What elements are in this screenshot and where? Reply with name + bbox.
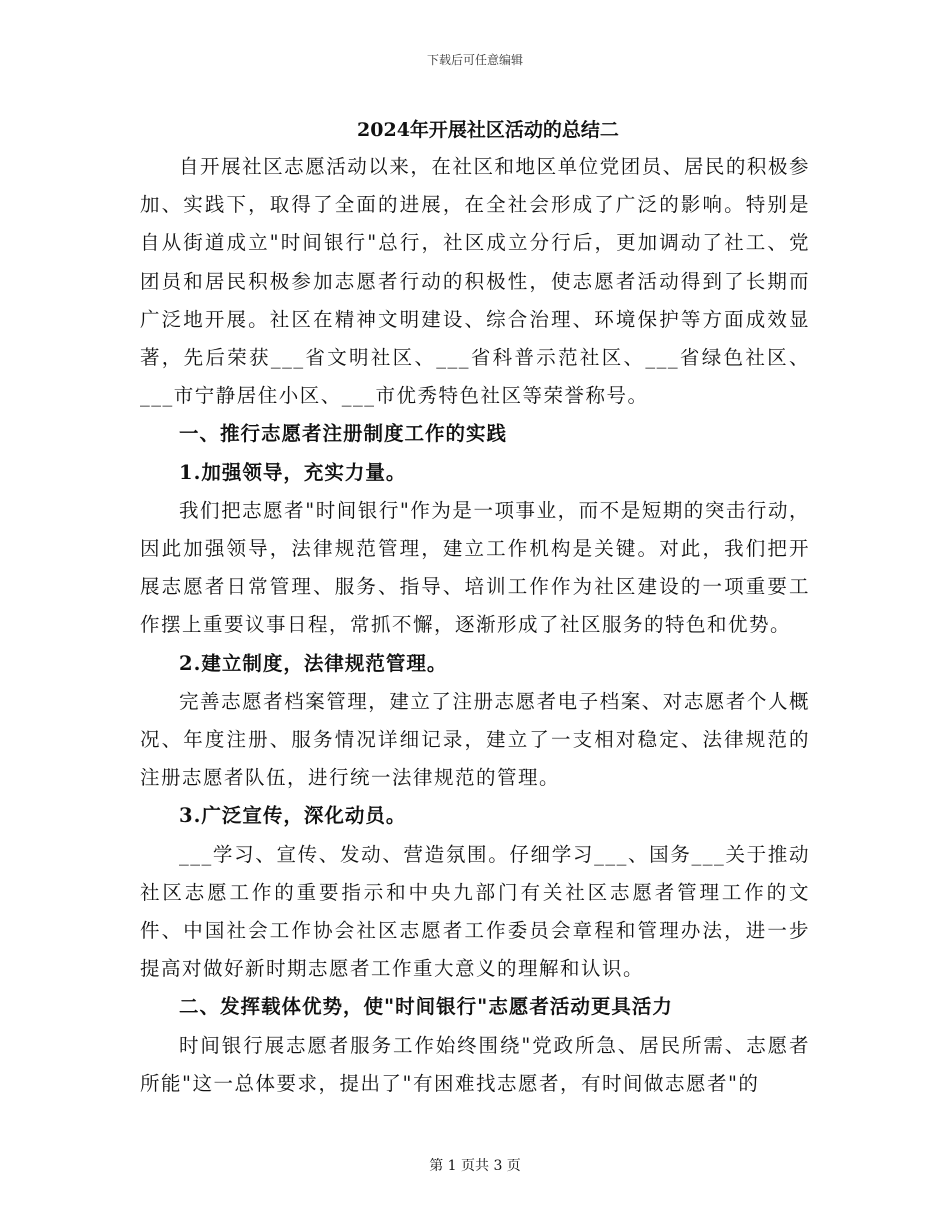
paragraph-1-1: 我们把志愿者"时间银行"作为是一项事业，而不是短期的突击行动，因此加强领导，法律规范管理，建立工作机构是关键。对此，我们把开展志愿者日常管理、服务、指导、培训工作作为社区建设的一项重要工作摆上重要议事日程，常抓不懈，逐渐形成了社区服务的特色和优势。 [140, 498, 810, 637]
subsection-heading-1-1: 1.加强领导，充实力量。 [179, 460, 407, 484]
subsection-heading-1-3: 3.广泛宣传，深化动员。 [179, 804, 407, 828]
paragraph-1-3: ___学习、宣传、发动、营造氛围。仔细学习___、国务___关于推动社区志愿工作的重要指示和中央九部门有关社区志愿者管理工作的文件、中国社会工作协会社区志愿者工作委员会章程和管理办法，进一步提高对做好新时期志愿者工作重大意义的理解和认识。 [140, 842, 810, 981]
paragraph-2: 时间银行展志愿者服务工作始终围绕"党政所急、居民所需、志愿者所能"这一总体要求，提出了"有困难找志愿者，有时间做志愿者"的 [140, 1033, 810, 1095]
subsection-heading-1-2: 2.建立制度，法律规范管理。 [179, 651, 448, 675]
section-heading-2: 二、发挥载体优势，使"时间银行"志愿者活动更具活力 [179, 995, 673, 1019]
page-number: 第 1 页共 3 页 [429, 1158, 521, 1174]
document-body [140, 112, 810, 1103]
section-heading-1: 一、推行志愿者注册制度工作的实践 [179, 422, 508, 446]
paragraph-1-2: 完善志愿者档案管理，建立了注册志愿者电子档案、对志愿者个人概况、年度注册、服务情况详细记录，建立了一支相对稳定、法律规范的注册志愿者队伍，进行统一法律规范的管理。 [140, 689, 810, 790]
page-header-note: 下载后可任意编辑 [426, 53, 523, 67]
document-title: 2024年开展社区活动的总结二 [357, 119, 619, 141]
paragraph-intro: 自开展社区志愿活动以来，在社区和地区单位党团员、居民的积极参加、实践下，取得了全面的进展，在全社会形成了广泛的影响。特别是自从街道成立"时间银行"总行，社区成立分行后，更加调动了社工、党团员和居民积极参加志愿者行动的积极性，使志愿者活动得到了长期而广泛地开展。社区在精神文明建设、综合治理、环境保护等方面成效显著，先后荣获___省文明社区、___省科普示范社区、___省绿色社区、___市宁静居住小区、___市优秀特色社区等荣誉称号。 [140, 155, 810, 408]
